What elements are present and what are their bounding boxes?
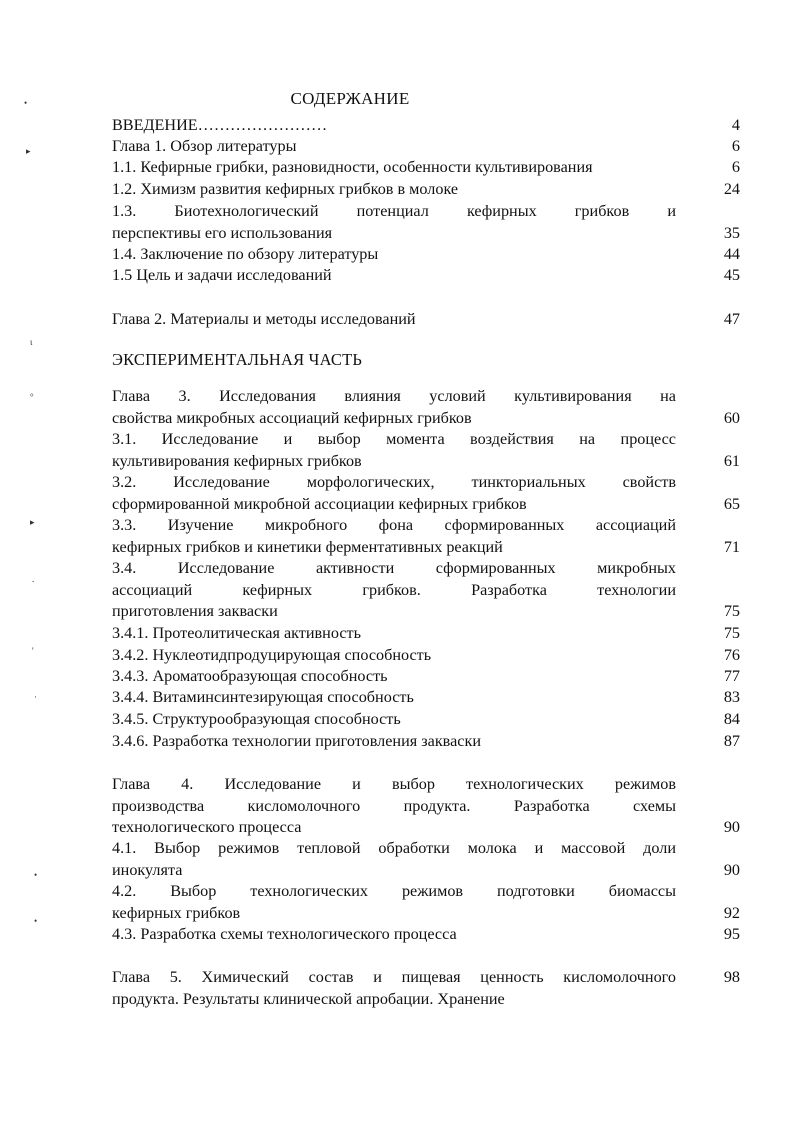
toc-page-number: 84 (723, 710, 740, 728)
scan-speck: ▸ (30, 517, 35, 527)
toc-line: продукта. Результаты клинической апробации. Хранение (112, 989, 505, 1008)
toc-line: 3.4.2. Нуклеотидпродуцирующая способность (112, 646, 432, 664)
toc-line: Глава 2. Материалы и методы исследований (112, 310, 416, 328)
toc-line: 3.4.6. Разработка технологии приготовления закваски (112, 732, 482, 750)
toc-entry-1-3[interactable] (112, 201, 742, 244)
toc-line: инокулята (112, 860, 183, 879)
toc-page-number: 87 (723, 732, 740, 750)
toc-page-number: 65 (723, 494, 740, 513)
toc-line: 4.3. Разработка схемы технологического процесса (112, 925, 457, 943)
scan-speck: . (32, 574, 35, 584)
toc-page-number: 77 (723, 667, 740, 685)
toc-page-number: 60 (723, 408, 740, 427)
toc-line: Глава 5. Химический состав и пищевая ценность кисломолочного (112, 968, 676, 986)
scan-speck: ɩ (30, 337, 33, 347)
toc-line: перспективы его использования (112, 223, 333, 242)
toc-page-number: 90 (723, 818, 740, 836)
scan-speck: ° (30, 392, 34, 402)
toc-line: 4.2. Выбор технологических режимов подготовки биомассы (112, 882, 676, 900)
toc-line: 3.4. Исследование активности сформированных микробных (112, 559, 676, 577)
scan-speck: • (34, 916, 38, 926)
toc-line: 4.1. Выбор режимов тепловой обработки молока и массовой доли (112, 839, 676, 857)
toc-page-number: 44 (723, 245, 740, 263)
toc-line: 3.4.4. Витаминсинтезирующая способность (112, 688, 414, 706)
toc-line: 3.4.3. Ароматообразующая способность (112, 667, 388, 685)
toc-line: 1.3. Биотехнологический потенциал кефирных грибков и (112, 202, 676, 220)
toc-entry-introduction[interactable] (112, 115, 742, 137)
toc-line: 3.2. Исследование морфологических, тинкториальных свойств (112, 473, 676, 491)
toc-page-number: 83 (723, 688, 740, 706)
toc-entry-3-4-6[interactable] (112, 731, 742, 753)
toc-entry-chapter-4[interactable] (112, 774, 742, 839)
toc-entry-chapter-1[interactable] (112, 136, 742, 158)
toc-entry-3-4-2[interactable] (112, 645, 742, 667)
toc-page-number: 98 (723, 968, 740, 986)
toc-line: 3.1. Исследование и выбор момента воздействия на процесс (112, 430, 676, 448)
toc-entry-4-1[interactable] (112, 838, 742, 881)
toc-entry-3-2[interactable] (112, 472, 742, 515)
toc-line: технологического процесса (112, 818, 302, 836)
toc-page-number: 75 (723, 602, 740, 620)
toc-page-number: 47 (723, 310, 740, 328)
toc-line: 1.1. Кефирные грибки, разновидности, особенности культивирования (112, 158, 593, 176)
toc-line: 3.4.5. Структурообразующая способность (112, 710, 401, 728)
toc-line: 1.4. Заключение по обзору литературы (112, 245, 379, 263)
toc-entry-chapter-2[interactable] (112, 309, 742, 331)
scan-speck: · (34, 692, 37, 702)
toc-line: 1.5 Цель и задачи исследований (112, 266, 332, 284)
toc-line: 3.3. Изучение микробного фона сформированных ассоциаций (112, 516, 676, 534)
toc-entry-3-4-1[interactable] (112, 623, 742, 645)
toc-entry-3-1[interactable] (112, 429, 742, 472)
toc-entry-chapter-5[interactable] (112, 967, 742, 1010)
toc-page-number: 45 (723, 266, 740, 284)
toc-entry-chapter-3[interactable] (112, 386, 742, 429)
toc-line: культивирования кефирных грибков (112, 451, 362, 470)
toc-line: Глава 4. Исследование и выбор технологических режимов (112, 775, 676, 793)
toc-page-number: 92 (723, 903, 740, 922)
toc-entry-3-3[interactable] (112, 515, 742, 558)
experimental-section-heading: ЭКСПЕРИМЕНТАЛЬНАЯ ЧАСТЬ (112, 350, 363, 369)
toc-page-number: 4 (731, 116, 740, 134)
toc-line: 3.4.1. Протеолитическая активность (112, 624, 361, 642)
toc-page-number: 24 (723, 180, 740, 198)
toc-line: приготовления закваски (112, 602, 278, 620)
toc-entry-3-4-4[interactable] (112, 687, 742, 709)
scan-speck: • (24, 98, 28, 108)
toc-page-number: 6 (731, 158, 740, 176)
toc-entry-3-4[interactable] (112, 558, 742, 623)
toc-page-number: 90 (723, 860, 740, 879)
toc-entry-1-1[interactable] (112, 157, 742, 179)
toc-entry-4-3[interactable] (112, 924, 742, 946)
toc-line: ВВЕДЕНИЕ…………………… (112, 116, 328, 134)
toc-page-number: 95 (723, 925, 740, 943)
toc-entry-1-4[interactable] (112, 244, 742, 266)
toc-page-number: 76 (723, 646, 740, 664)
toc-line: Глава 1. Обзор литературы (112, 137, 297, 155)
toc-page-number: 6 (731, 137, 740, 155)
scan-speck: • (34, 870, 38, 880)
toc-line: сформированной микробной ассоциации кефирных грибков (112, 494, 527, 513)
toc-line: кефирных грибков и кинетики ферментативных реакций (112, 537, 503, 556)
toc-line: Глава 3. Исследования влияния условий культивирования на (112, 387, 676, 405)
page-title: СОДЕРЖАНИЕ (290, 89, 410, 108)
toc-line: ассоциаций кефирных грибков. Разработка технологии (112, 580, 676, 599)
toc-page-number: 61 (723, 451, 740, 470)
toc-entry-1-2[interactable] (112, 179, 742, 201)
toc-line: производства кисломолочного продукта. Разработка схемы (112, 796, 676, 815)
toc-entry-3-4-3[interactable] (112, 666, 742, 688)
toc-page-number: 71 (723, 537, 740, 556)
toc-entry-3-4-5[interactable] (112, 709, 742, 731)
toc-page-number: 75 (723, 624, 740, 642)
toc-entry-1-5[interactable] (112, 265, 742, 287)
scan-speck: ▸ (26, 146, 31, 156)
scan-speck: ' (32, 646, 34, 656)
toc-entry-4-2[interactable] (112, 881, 742, 924)
toc-line: 1.2. Химизм развития кефирных грибков в молоке (112, 180, 459, 198)
toc-line: свойства микробных ассоциаций кефирных грибков (112, 408, 472, 427)
toc-page-number: 35 (723, 223, 740, 242)
toc-line: кефирных грибков (112, 903, 241, 922)
